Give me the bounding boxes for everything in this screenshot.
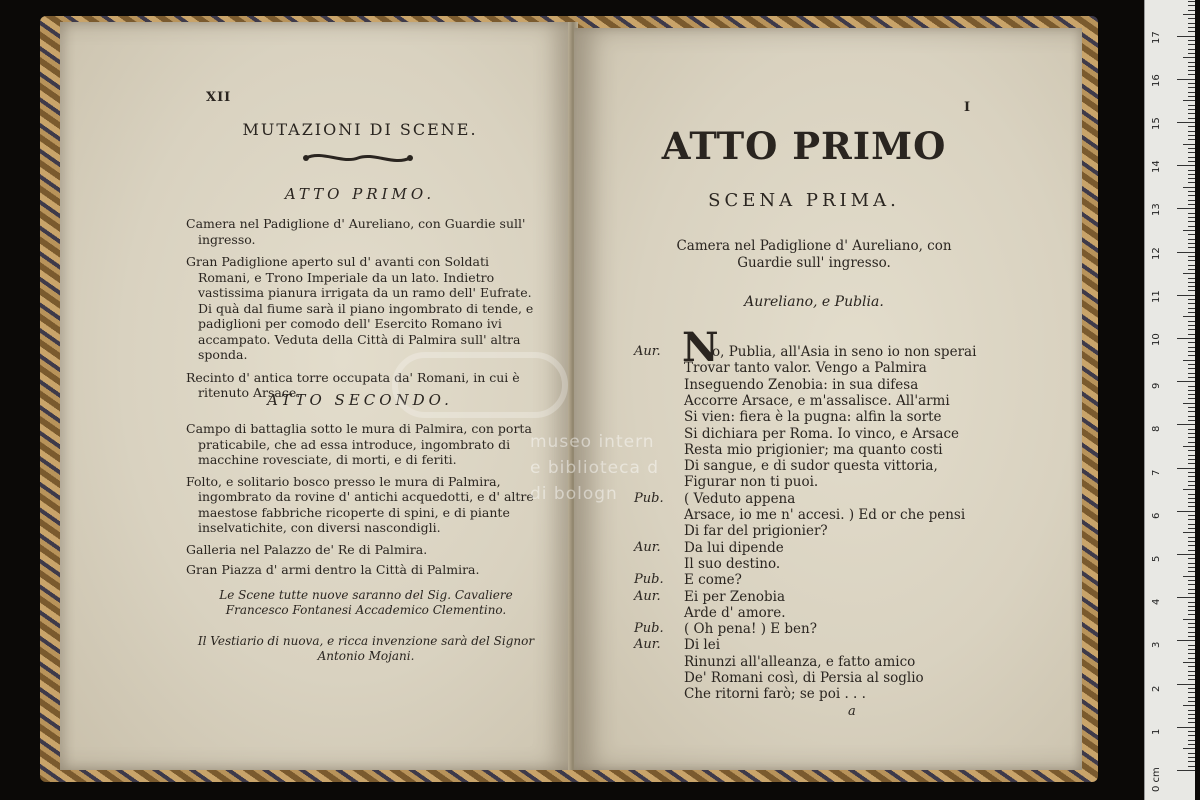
dialogue-line: Si dichiara per Roma. Io vinco, e Arsace — [684, 425, 960, 442]
dialogue-line: Di far del prigionier? — [684, 523, 828, 540]
ruler-tick — [1188, 1, 1195, 2]
ruler-tick — [1188, 139, 1195, 140]
speaker-label: Pub. — [634, 490, 664, 506]
ruler-tick — [1188, 744, 1195, 745]
dialogue-line: Arsace, io me n' accesi. ) Ed or che pensi — [684, 507, 966, 523]
ruler-tick — [1183, 662, 1195, 663]
speaker-label: Pub. — [634, 572, 664, 588]
ruler-tick — [1188, 243, 1195, 244]
ruler-tick — [1188, 286, 1195, 287]
ruler-tick — [1188, 658, 1195, 659]
ruler-tick — [1188, 87, 1195, 88]
dialogue-line: Da lui dipende — [684, 539, 784, 556]
ruler-tick — [1188, 627, 1195, 628]
ruler-number: 10 — [1151, 333, 1162, 346]
ruler-tick — [1188, 437, 1195, 438]
speaker-label: Aur. — [634, 588, 661, 604]
dialogue-line: ( Veduto appena — [684, 490, 796, 507]
ruler-tick — [1188, 299, 1195, 300]
ruler-tick — [1188, 498, 1195, 499]
ruler-tick — [1188, 416, 1195, 417]
ruler-tick — [1188, 455, 1195, 456]
ruler-tick — [1188, 524, 1195, 525]
ruler-tick — [1188, 40, 1195, 41]
ruler-tick — [1188, 18, 1195, 19]
ruler-tick — [1183, 446, 1195, 447]
ruler-tick — [1183, 748, 1195, 749]
ruler-tick — [1188, 217, 1195, 218]
ruler-tick — [1188, 541, 1195, 542]
ruler-tick — [1188, 710, 1195, 711]
ruler-tick — [1188, 265, 1195, 266]
ruler-tick — [1177, 381, 1195, 382]
ruler-tick — [1188, 204, 1195, 205]
ruler-tick — [1188, 671, 1195, 672]
ruler-tick — [1183, 230, 1195, 231]
ruler-tick — [1188, 368, 1195, 369]
dialogue-line: Figurar non ti puoi. — [684, 474, 819, 491]
ruler-tick — [1183, 273, 1195, 274]
ruler-tick — [1188, 83, 1195, 84]
dialogue-line: ( Oh pena! ) E ben? — [684, 621, 817, 638]
ruler-tick — [1188, 157, 1195, 158]
scene-entry: Gran Piazza d' armi dentro la Città di Palmira. — [186, 562, 480, 577]
ruler-tick — [1188, 450, 1195, 451]
dialogue-line: Accorre Arsace, e m'assalisce. All'armi — [684, 392, 950, 409]
dialogue-line: Resta mio prigionier; ma quanto costi — [684, 441, 943, 458]
ruler-tick — [1188, 308, 1195, 309]
watermark-line-2: e biblioteca d — [530, 458, 660, 478]
ruler-tick — [1188, 113, 1195, 114]
ruler-tick — [1188, 44, 1195, 45]
ruler-tick — [1188, 506, 1195, 507]
ruler-tick — [1188, 390, 1195, 391]
right-page — [574, 28, 1082, 770]
ruler-number: 17 — [1151, 30, 1162, 44]
ruler-tick — [1188, 386, 1195, 387]
ruler-tick — [1183, 360, 1195, 361]
dialogue-line: Ei per Zenobia — [684, 588, 786, 605]
ruler-tick — [1188, 485, 1195, 486]
ruler-tick — [1188, 632, 1195, 633]
ruler-tick — [1188, 182, 1195, 183]
ruler-tick — [1188, 152, 1195, 153]
ruler-tick — [1188, 398, 1195, 399]
dialogue-line: Inseguendo Zenobia: in sua difesa — [684, 376, 919, 393]
watermark-line-3: di bologn — [530, 484, 618, 504]
ruler-tick — [1188, 62, 1195, 63]
ruler-tick — [1188, 170, 1195, 171]
ruler-tick — [1188, 247, 1195, 248]
ruler-unit-label: 0 cm — [1151, 767, 1162, 792]
ruler-tick — [1188, 191, 1195, 192]
ruler-tick — [1177, 770, 1195, 771]
ruler-tick — [1188, 589, 1195, 590]
ruler-tick — [1177, 597, 1195, 598]
act2-scene-list — [186, 421, 538, 578]
ruler-tick — [1188, 407, 1195, 408]
ruler-tick — [1177, 252, 1195, 253]
ruler-tick — [1188, 74, 1195, 75]
ruler-number: 14 — [1151, 160, 1162, 174]
left-page-title: MUTAZIONI DI SCENE. — [242, 120, 478, 139]
ruler-tick — [1183, 144, 1195, 145]
ruler-tick — [1188, 221, 1195, 222]
dialogue-line: E come? — [684, 572, 742, 589]
signature-mark: a — [848, 704, 856, 719]
ruler-tick — [1177, 165, 1195, 166]
watermark-line-1: museo intern — [530, 432, 655, 452]
left-folio: XII — [206, 90, 232, 105]
ruler-tick — [1188, 70, 1195, 71]
ruler-tick — [1177, 79, 1195, 80]
ruler-tick — [1188, 329, 1195, 330]
speaker-label: Aur. — [634, 344, 661, 359]
ruler-tick — [1188, 714, 1195, 715]
ruler-tick — [1183, 489, 1195, 490]
ruler-tick — [1188, 653, 1195, 654]
ornament-rule-icon — [302, 150, 414, 166]
ruler-tick — [1188, 740, 1195, 741]
ruler-number: 9 — [1151, 382, 1162, 390]
ruler-tick — [1188, 463, 1195, 464]
right-folio: I — [964, 100, 972, 115]
ruler-tick — [1183, 705, 1195, 706]
dialogue-line: o, Publia, all'Asia in seno io non sperai — [712, 344, 977, 360]
ruler-tick — [1183, 187, 1195, 188]
ruler-tick — [1188, 766, 1195, 767]
ruler-tick — [1188, 92, 1195, 93]
ruler-tick — [1188, 269, 1195, 270]
ruler-tick — [1188, 731, 1195, 732]
ruler-tick — [1188, 757, 1195, 758]
ruler-tick — [1188, 420, 1195, 421]
ruler-tick — [1188, 394, 1195, 395]
ruler-tick — [1183, 100, 1195, 101]
speaker-label: Pub. — [634, 621, 664, 637]
ruler-tick — [1188, 753, 1195, 754]
ruler-tick — [1177, 36, 1195, 37]
dialogue-line: Rinunzi all'alleanza, e fatto amico — [684, 653, 916, 670]
ruler-tick — [1177, 208, 1195, 209]
ruler-tick — [1188, 96, 1195, 97]
ruler-tick — [1188, 701, 1195, 702]
act-title: ATTO PRIMO — [661, 124, 947, 168]
ruler-tick — [1188, 550, 1195, 551]
ruler-tick — [1177, 511, 1195, 512]
ruler-tick — [1188, 200, 1195, 201]
ruler-tick — [1188, 347, 1195, 348]
scene-entry: Galleria nel Palazzo de' Re di Palmira. — [186, 541, 428, 557]
ruler-tick — [1188, 342, 1195, 343]
ruler-tick — [1188, 411, 1195, 412]
ruler-tick — [1188, 239, 1195, 240]
dialogue-line: De' Romani così, di Persia al soglio — [684, 670, 924, 686]
ruler-tick — [1188, 105, 1195, 106]
ruler-tick — [1188, 584, 1195, 585]
ruler-tick — [1188, 692, 1195, 693]
ruler-tick — [1188, 321, 1195, 322]
scene-title: SCENA PRIMA. — [708, 190, 900, 211]
ruler-tick — [1188, 126, 1195, 127]
act2-heading: ATTO SECONDO. — [267, 391, 453, 409]
ruler-tick — [1188, 161, 1195, 162]
ruler-tick — [1188, 537, 1195, 538]
ruler-tick — [1188, 178, 1195, 179]
ruler-tick — [1188, 494, 1195, 495]
dialogue-line: Di sangue, e di sudor questa vittoria, — [684, 458, 938, 475]
ruler-tick — [1188, 666, 1195, 667]
dialogue-line: Che ritorni farò; se poi . . . — [684, 686, 866, 703]
ruler-tick — [1188, 545, 1195, 546]
ruler-tick — [1177, 640, 1195, 641]
costume-credit: Il Vestiario di nuova, e ricca invenzione sarà del Signor Antonio Mojani. — [197, 634, 535, 663]
ruler-number: 12 — [1151, 246, 1162, 260]
act1-heading: ATTO PRIMO. — [284, 185, 436, 203]
ruler-tick — [1188, 364, 1195, 365]
ruler-tick — [1188, 563, 1195, 564]
ruler-tick — [1183, 532, 1195, 533]
ruler-tick — [1188, 10, 1195, 11]
scene-characters: Aureliano, e Publia. — [744, 294, 884, 310]
ruler-tick — [1188, 195, 1195, 196]
ruler-tick — [1188, 645, 1195, 646]
ruler-number: 4 — [1151, 598, 1162, 606]
ruler-tick — [1188, 290, 1195, 291]
ruler-tick — [1188, 429, 1195, 430]
ruler-number: 15 — [1151, 117, 1162, 130]
drop-cap: N — [682, 324, 719, 371]
ruler-tick — [1177, 122, 1195, 123]
scene-setting: Camera nel Padiglione d' Aureliano, con Guardie sull' ingresso. — [676, 238, 952, 271]
ruler-tick — [1188, 312, 1195, 313]
dialogue-line: Il suo destino. — [684, 555, 781, 572]
ruler-tick — [1183, 57, 1195, 58]
scenery-credit: Le Scene tutte nuove saranno del Sig. Cavaliere Francesco Fontanesi Accademico Clementino. — [219, 588, 513, 617]
ruler-tick — [1188, 580, 1195, 581]
ruler-tick — [1177, 727, 1195, 728]
ruler-number: 1 — [1151, 728, 1162, 735]
ruler-number: 16 — [1151, 74, 1162, 87]
watermark-logo-icon — [392, 352, 568, 418]
ruler-tick — [1188, 135, 1195, 136]
speaker-label: Aur. — [634, 637, 661, 653]
ruler-tick — [1188, 373, 1195, 374]
ruler-tick — [1188, 567, 1195, 568]
ruler-tick — [1177, 295, 1195, 296]
ruler-tick — [1188, 735, 1195, 736]
ruler-tick — [1188, 614, 1195, 615]
ruler-tick — [1188, 109, 1195, 110]
ruler-tick — [1188, 636, 1195, 637]
ruler-tick — [1188, 256, 1195, 257]
ruler-tick — [1188, 49, 1195, 50]
ruler-tick — [1188, 718, 1195, 719]
speaker-label: Aur. — [634, 539, 661, 555]
ruler-tick — [1188, 377, 1195, 378]
scene-entry: Campo di battaglia sotto le mura di Palmira, con porta praticabile, che ad essa introduce, ingombrato di macchine rovesciate, di morti, e di feriti. — [186, 421, 532, 467]
scene-entry: Recinto d' antica torre occupata da' Romani, in cui è ritenuto Arsace. — [186, 369, 520, 400]
ruler-tick — [1188, 355, 1195, 356]
ruler-tick — [1188, 303, 1195, 304]
ruler-tick — [1188, 27, 1195, 28]
ruler-number: 6 — [1151, 512, 1162, 519]
ruler-tick — [1188, 679, 1195, 680]
measurement-ruler — [1144, 0, 1195, 800]
ruler-tick — [1183, 316, 1195, 317]
ruler-tick — [1183, 14, 1195, 15]
ruler-tick — [1188, 442, 1195, 443]
ruler-number: 11 — [1151, 290, 1162, 303]
ruler-tick — [1188, 433, 1195, 434]
ruler-tick — [1188, 472, 1195, 473]
ruler-tick — [1188, 213, 1195, 214]
dialogue-line: Si vien: fiera è la pugna: alfin la sorte — [684, 409, 942, 426]
ruler-tick — [1188, 23, 1195, 24]
scene-entry: Gran Padiglione aperto sul d' avanti con Soldati Romani, e Trono Imperiale da un lato. Indietro vastissima pianura irrigata da un ramo dell' Eufrate. Di quà dal fiume sarà il piano ingombrato di tende, e padiglioni per comodo dell' Esercito Romano ivi accampato. Veduta della Città di Palmira sull' altra sponda. — [186, 254, 534, 362]
ruler-number: 8 — [1151, 426, 1162, 433]
ruler-tick — [1188, 558, 1195, 559]
ruler-number: 2 — [1151, 685, 1162, 692]
ruler-tick — [1183, 619, 1195, 620]
ruler-tick — [1188, 31, 1195, 32]
ruler-tick — [1188, 697, 1195, 698]
ruler-tick — [1188, 226, 1195, 227]
ruler-tick — [1188, 351, 1195, 352]
ruler-tick — [1188, 234, 1195, 235]
scene-entry: Folto, e solitario bosco presso le mura di Palmira, ingombrato da rovine d' antichi acquedotti, e d' altre maestose fabbriche ricoperte di spini, e di piante inselvatichite, con diversi nascondigli. — [186, 473, 534, 535]
ruler-number: 5 — [1151, 555, 1162, 562]
ruler-tick — [1188, 502, 1195, 503]
ruler-tick — [1188, 623, 1195, 624]
ruler-tick — [1188, 722, 1195, 723]
ruler-tick — [1188, 481, 1195, 482]
ruler-tick — [1188, 606, 1195, 607]
ruler-tick — [1188, 5, 1195, 6]
ruler-tick — [1188, 53, 1195, 54]
ruler-tick — [1188, 515, 1195, 516]
ruler-tick — [1188, 282, 1195, 283]
dialogue-line: Arde d' amore. — [684, 604, 786, 621]
ruler-tick — [1188, 528, 1195, 529]
ruler-tick — [1188, 675, 1195, 676]
ruler-tick — [1188, 649, 1195, 650]
ruler-tick — [1188, 593, 1195, 594]
ruler-tick — [1188, 260, 1195, 261]
scene-entry: Camera nel Padiglione d' Aureliano, con Guardie sull' ingresso. — [186, 216, 526, 247]
ruler-tick — [1188, 761, 1195, 762]
ruler-tick — [1188, 334, 1195, 335]
ruler-tick — [1188, 476, 1195, 477]
ruler-tick — [1183, 576, 1195, 577]
ruler-tick — [1188, 174, 1195, 175]
ruler-tick — [1188, 602, 1195, 603]
ruler-tick — [1188, 325, 1195, 326]
ruler-tick — [1188, 66, 1195, 67]
dialogue-line: Trovar tanto valor. Vengo a Palmira — [684, 360, 927, 377]
ruler-tick — [1177, 424, 1195, 425]
ruler-tick — [1188, 571, 1195, 572]
ruler-tick — [1177, 554, 1195, 555]
ruler-tick — [1177, 338, 1195, 339]
ruler-number: 7 — [1151, 469, 1162, 476]
ruler-tick — [1177, 684, 1195, 685]
ruler-tick — [1188, 519, 1195, 520]
ruler-tick — [1188, 118, 1195, 119]
ruler-number: 3 — [1151, 642, 1162, 649]
ruler-tick — [1188, 688, 1195, 689]
dialogue-line: Di lei — [684, 637, 721, 654]
ruler-tick — [1188, 610, 1195, 611]
ruler-tick — [1188, 131, 1195, 132]
ruler-number: 13 — [1151, 203, 1162, 217]
ruler-tick — [1183, 403, 1195, 404]
ruler-tick — [1188, 278, 1195, 279]
ruler-tick — [1188, 148, 1195, 149]
ruler-tick — [1188, 459, 1195, 460]
ruler-tick — [1177, 468, 1195, 469]
